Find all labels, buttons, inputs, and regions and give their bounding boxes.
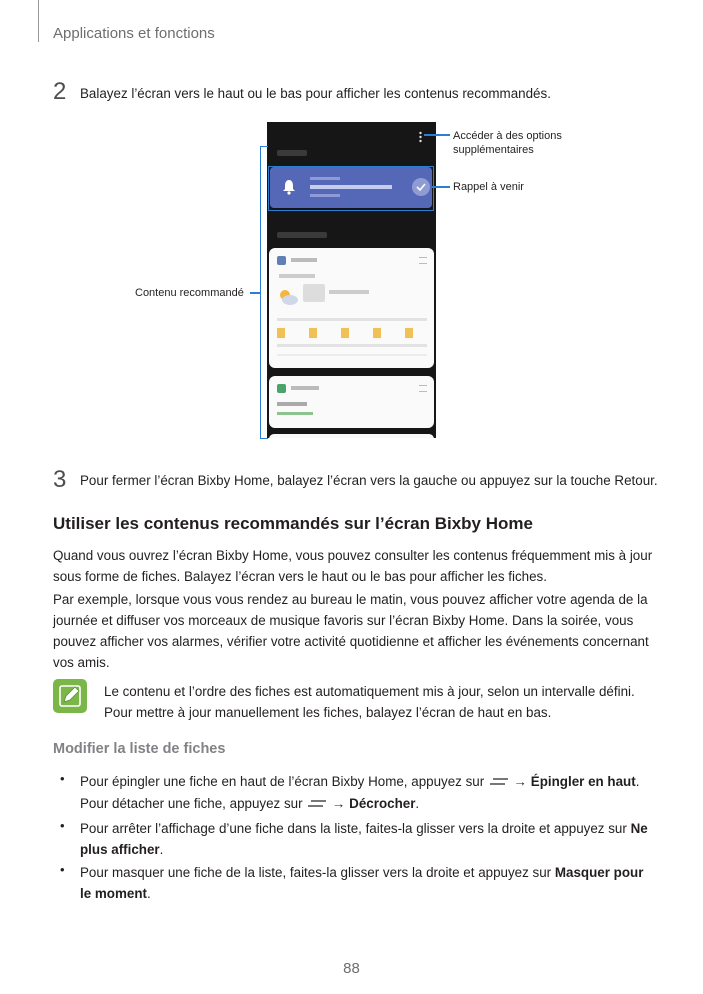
note-text: Le contenu et l’ordre des fiches est automatiquement mis à jour, selon un intervalle défini. Pour mettre à jour manuellement les fiches, balayez l’écran de haut en bas. (104, 684, 635, 720)
callout-line-reminder (432, 186, 450, 188)
callout-content: Contenu recommandé (135, 287, 244, 299)
weather-card (269, 248, 434, 368)
bullet-item: Pour masquer une fiche de la liste, faites-la glisser vers la droite et appuyez sur Masquer pour le moment. (80, 865, 644, 901)
note-pencil-icon (53, 679, 87, 713)
callout-options: Accéder à des options supplémentaires (453, 130, 562, 156)
reminders-card (269, 376, 434, 428)
reminder-highlight (268, 166, 434, 211)
weather-sun-cloud-icon (277, 288, 299, 311)
bullet-symbol: • (60, 818, 65, 833)
running-header: Applications et fonctions (53, 25, 215, 42)
callout-line-content (250, 292, 260, 294)
page-number: 88 (343, 960, 360, 977)
paragraph: Par exemple, lorsque vous vous rendez au bureau le matin, vous pouvez afficher votre agenda de la journée et diffuser vos morceaux de musique favoris sur l’écran Bixby Home. Dans la soirée, vous pouvez afficher vos alarmes, vérifier votre activité quotidienne et afficher les événements concernant vos amis. (53, 592, 649, 670)
callout-line-options (424, 134, 450, 136)
menu-lines-icon (306, 794, 328, 815)
header-rule (38, 0, 39, 42)
step-number: 2 (53, 78, 67, 105)
content-bracket (260, 146, 268, 439)
bullet-symbol: • (60, 771, 65, 786)
callout-reminder: Rappel à venir (453, 181, 524, 193)
section-title: Utiliser les contenus recommandés sur l’écran Bixby Home (53, 514, 533, 533)
subsection-title: Modifier la liste de fiches (53, 741, 226, 757)
more-options-icon (419, 130, 422, 142)
step-number: 3 (53, 466, 67, 493)
paragraph: Quand vous ouvrez l’écran Bixby Home, vous pouvez consulter les contenus fréquemment mis à jour sous forme de fiches. Balayez l’écran vers le haut ou le bas pour afficher les fiches. (53, 548, 653, 584)
bullet-symbol: • (60, 862, 65, 877)
menu-lines-icon (419, 257, 427, 264)
step-text: Pour fermer l’écran Bixby Home, balayez l’écran vers la gauche ou appuyez sur la touche Retour. (80, 473, 658, 488)
phone-home-label (277, 150, 307, 156)
menu-lines-icon (488, 772, 510, 793)
step-text: Balayez l’écran vers le haut ou le bas pour afficher les contenus recommandés. (80, 86, 551, 101)
bullet-item: Pour épingler une fiche en haut de l’écran Bixby Home, appuyez sur → Épingler en haut. Pour détacher une fiche, appuyez sur → Décrocher. (80, 771, 655, 815)
bullet-item: Pour arrêter l’affichage d’une fiche dans la liste, faites-la glisser vers la droite et appuyez sur Ne plus afficher. (80, 821, 648, 857)
